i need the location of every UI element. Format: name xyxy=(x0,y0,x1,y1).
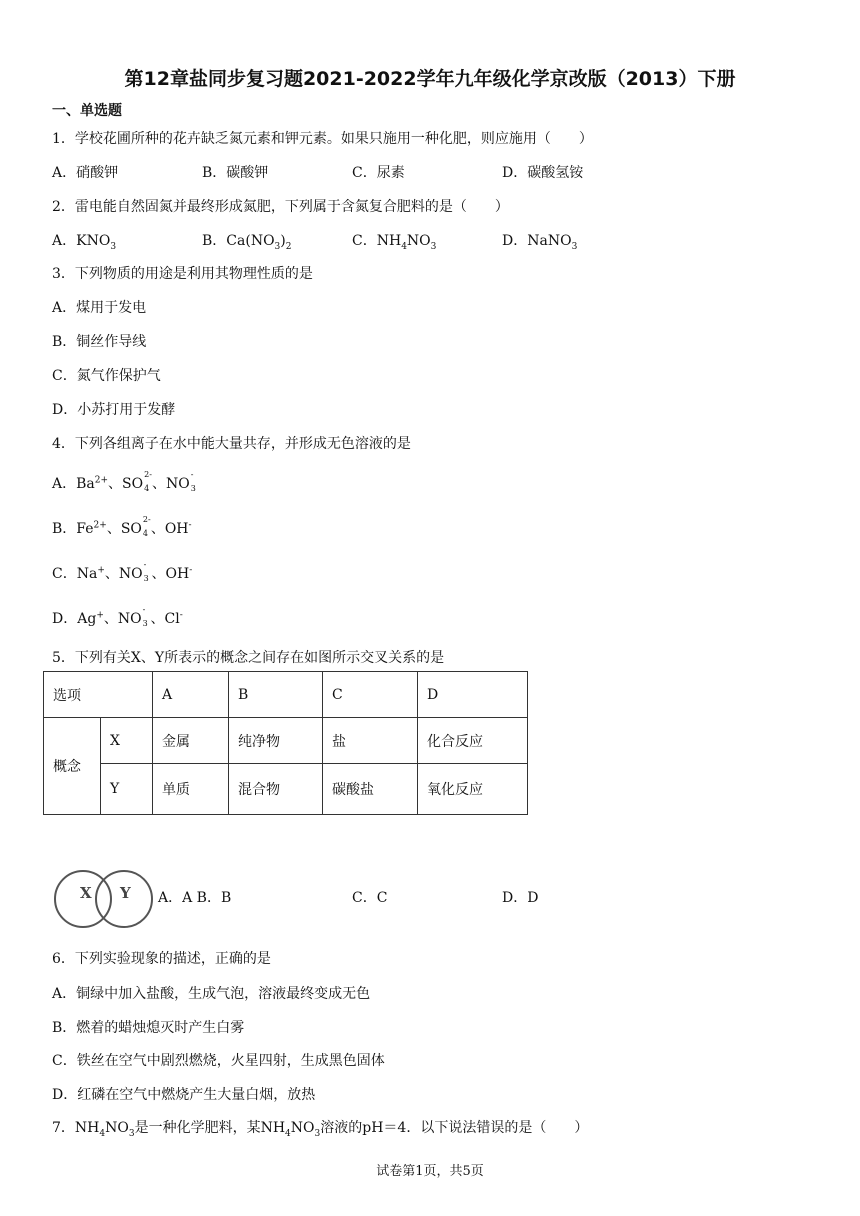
q2-option-d: D．NaNO$_3$ xyxy=(502,233,578,252)
q1-option-d: D．碳酸氢铵 xyxy=(502,165,584,181)
q5-option-c: C．C xyxy=(352,890,388,906)
q6-option-a: A．铜绿中加入盐酸，生成气泡，溶液最终变成无色 xyxy=(52,986,371,1002)
question-2-stem: 2．雷电能自然固氮并最终形成氮肥，下列属于含氮复合肥料的是（ ） xyxy=(52,199,509,215)
section-heading: 一、单选题 xyxy=(52,103,122,119)
q4-option-d: D．Ag+、NO - 3 、Cl- xyxy=(52,605,183,628)
table-group-label: 概念 xyxy=(44,718,101,815)
q4-option-b: B．$Fe^{2+}$、SO 2- 4 、OH- xyxy=(52,515,192,538)
q1-option-c: C．尿素 xyxy=(352,165,405,181)
table-cell: 混合物 xyxy=(229,764,323,815)
table-header-cell: C xyxy=(323,672,418,718)
q3-option-a: A．煤用于发电 xyxy=(52,300,147,316)
table-cell: 化合反应 xyxy=(418,718,528,764)
table-header-cell: A xyxy=(153,672,229,718)
table-header-cell: D xyxy=(418,672,528,718)
q2-option-a: A．$KNO_3$ xyxy=(52,233,117,252)
table-cell: 碳酸盐 xyxy=(323,764,418,815)
venn-label-y: Y xyxy=(120,884,131,902)
question-7-stem: 7．$NH_4NO_3$是一种化学肥料，某$NH_4NO_3$溶液的pH＝4．以下说法错误的是（ ） xyxy=(52,1120,589,1139)
table-cell: 金属 xyxy=(153,718,229,764)
question-3-stem: 3．下列物质的用途是利用其物理性质的是 xyxy=(52,266,313,282)
table-header-row xyxy=(44,672,528,718)
concept-table xyxy=(43,671,528,815)
q1-option-b: B．碳酸钾 xyxy=(202,165,269,181)
question-6-stem: 6．下列实验现象的描述，正确的是 xyxy=(52,951,271,967)
page-title: 第12章盐同步复习题2021-2022学年九年级化学京改版（2013）下册 xyxy=(124,68,736,90)
q6-option-b: B．燃着的蜡烛熄灭时产生白雾 xyxy=(52,1020,245,1036)
table-cell: 单质 xyxy=(153,764,229,815)
table-row-key: X xyxy=(101,718,153,764)
question-5-stem: 5．下列有关X、Y所表示的概念之间存在如图所示交叉关系的是 xyxy=(52,650,445,666)
venn-label-x: X xyxy=(80,884,92,902)
table-cell: 纯净物 xyxy=(229,718,323,764)
q6-option-c: C．铁丝在空气中剧烈燃烧，火星四射，生成黑色固体 xyxy=(52,1053,385,1069)
table-row xyxy=(44,718,528,764)
q3-option-b: B．铜丝作导线 xyxy=(52,334,147,350)
q4-option-a: A．$Ba^{2+}$、SO 2- 4 、NO - 3 xyxy=(52,470,196,493)
question-4-stem: 4．下列各组离子在水中能大量共存，并形成无色溶液的是 xyxy=(52,436,411,452)
table-header-cell: 选项 xyxy=(44,672,153,718)
table-row-key: Y xyxy=(101,764,153,815)
table-cell: 氧化反应 xyxy=(418,764,528,815)
venn-diagram xyxy=(54,866,158,932)
question-1-stem: 1．学校花圃所种的花卉缺乏氮元素和钾元素。如果只施用一种化肥，则应施用（ ） xyxy=(52,131,593,147)
q5-option-d: D．D xyxy=(502,890,539,906)
table-row xyxy=(44,764,528,815)
q2-option-b: B．$Ca(NO_3)_2$ xyxy=(202,233,292,252)
q3-option-c: C．氮气作保护气 xyxy=(52,368,161,384)
page-footer: 试卷第1页，共5页 xyxy=(376,1164,484,1179)
q4-option-c: C．Na+、NO - 3 、OH- xyxy=(52,560,193,583)
table-cell: 盐 xyxy=(323,718,418,764)
q1-option-a: A．硝酸钾 xyxy=(52,165,119,181)
q2-option-c: C．$NH_4NO_3$ xyxy=(352,233,437,252)
q3-option-d: D．小苏打用于发酵 xyxy=(52,402,176,418)
q6-option-d: D．红磷在空气中燃烧产生大量白烟，放热 xyxy=(52,1087,316,1103)
table-header-cell: B xyxy=(229,672,323,718)
q5-option-a-b: A．A B．B xyxy=(158,890,232,906)
